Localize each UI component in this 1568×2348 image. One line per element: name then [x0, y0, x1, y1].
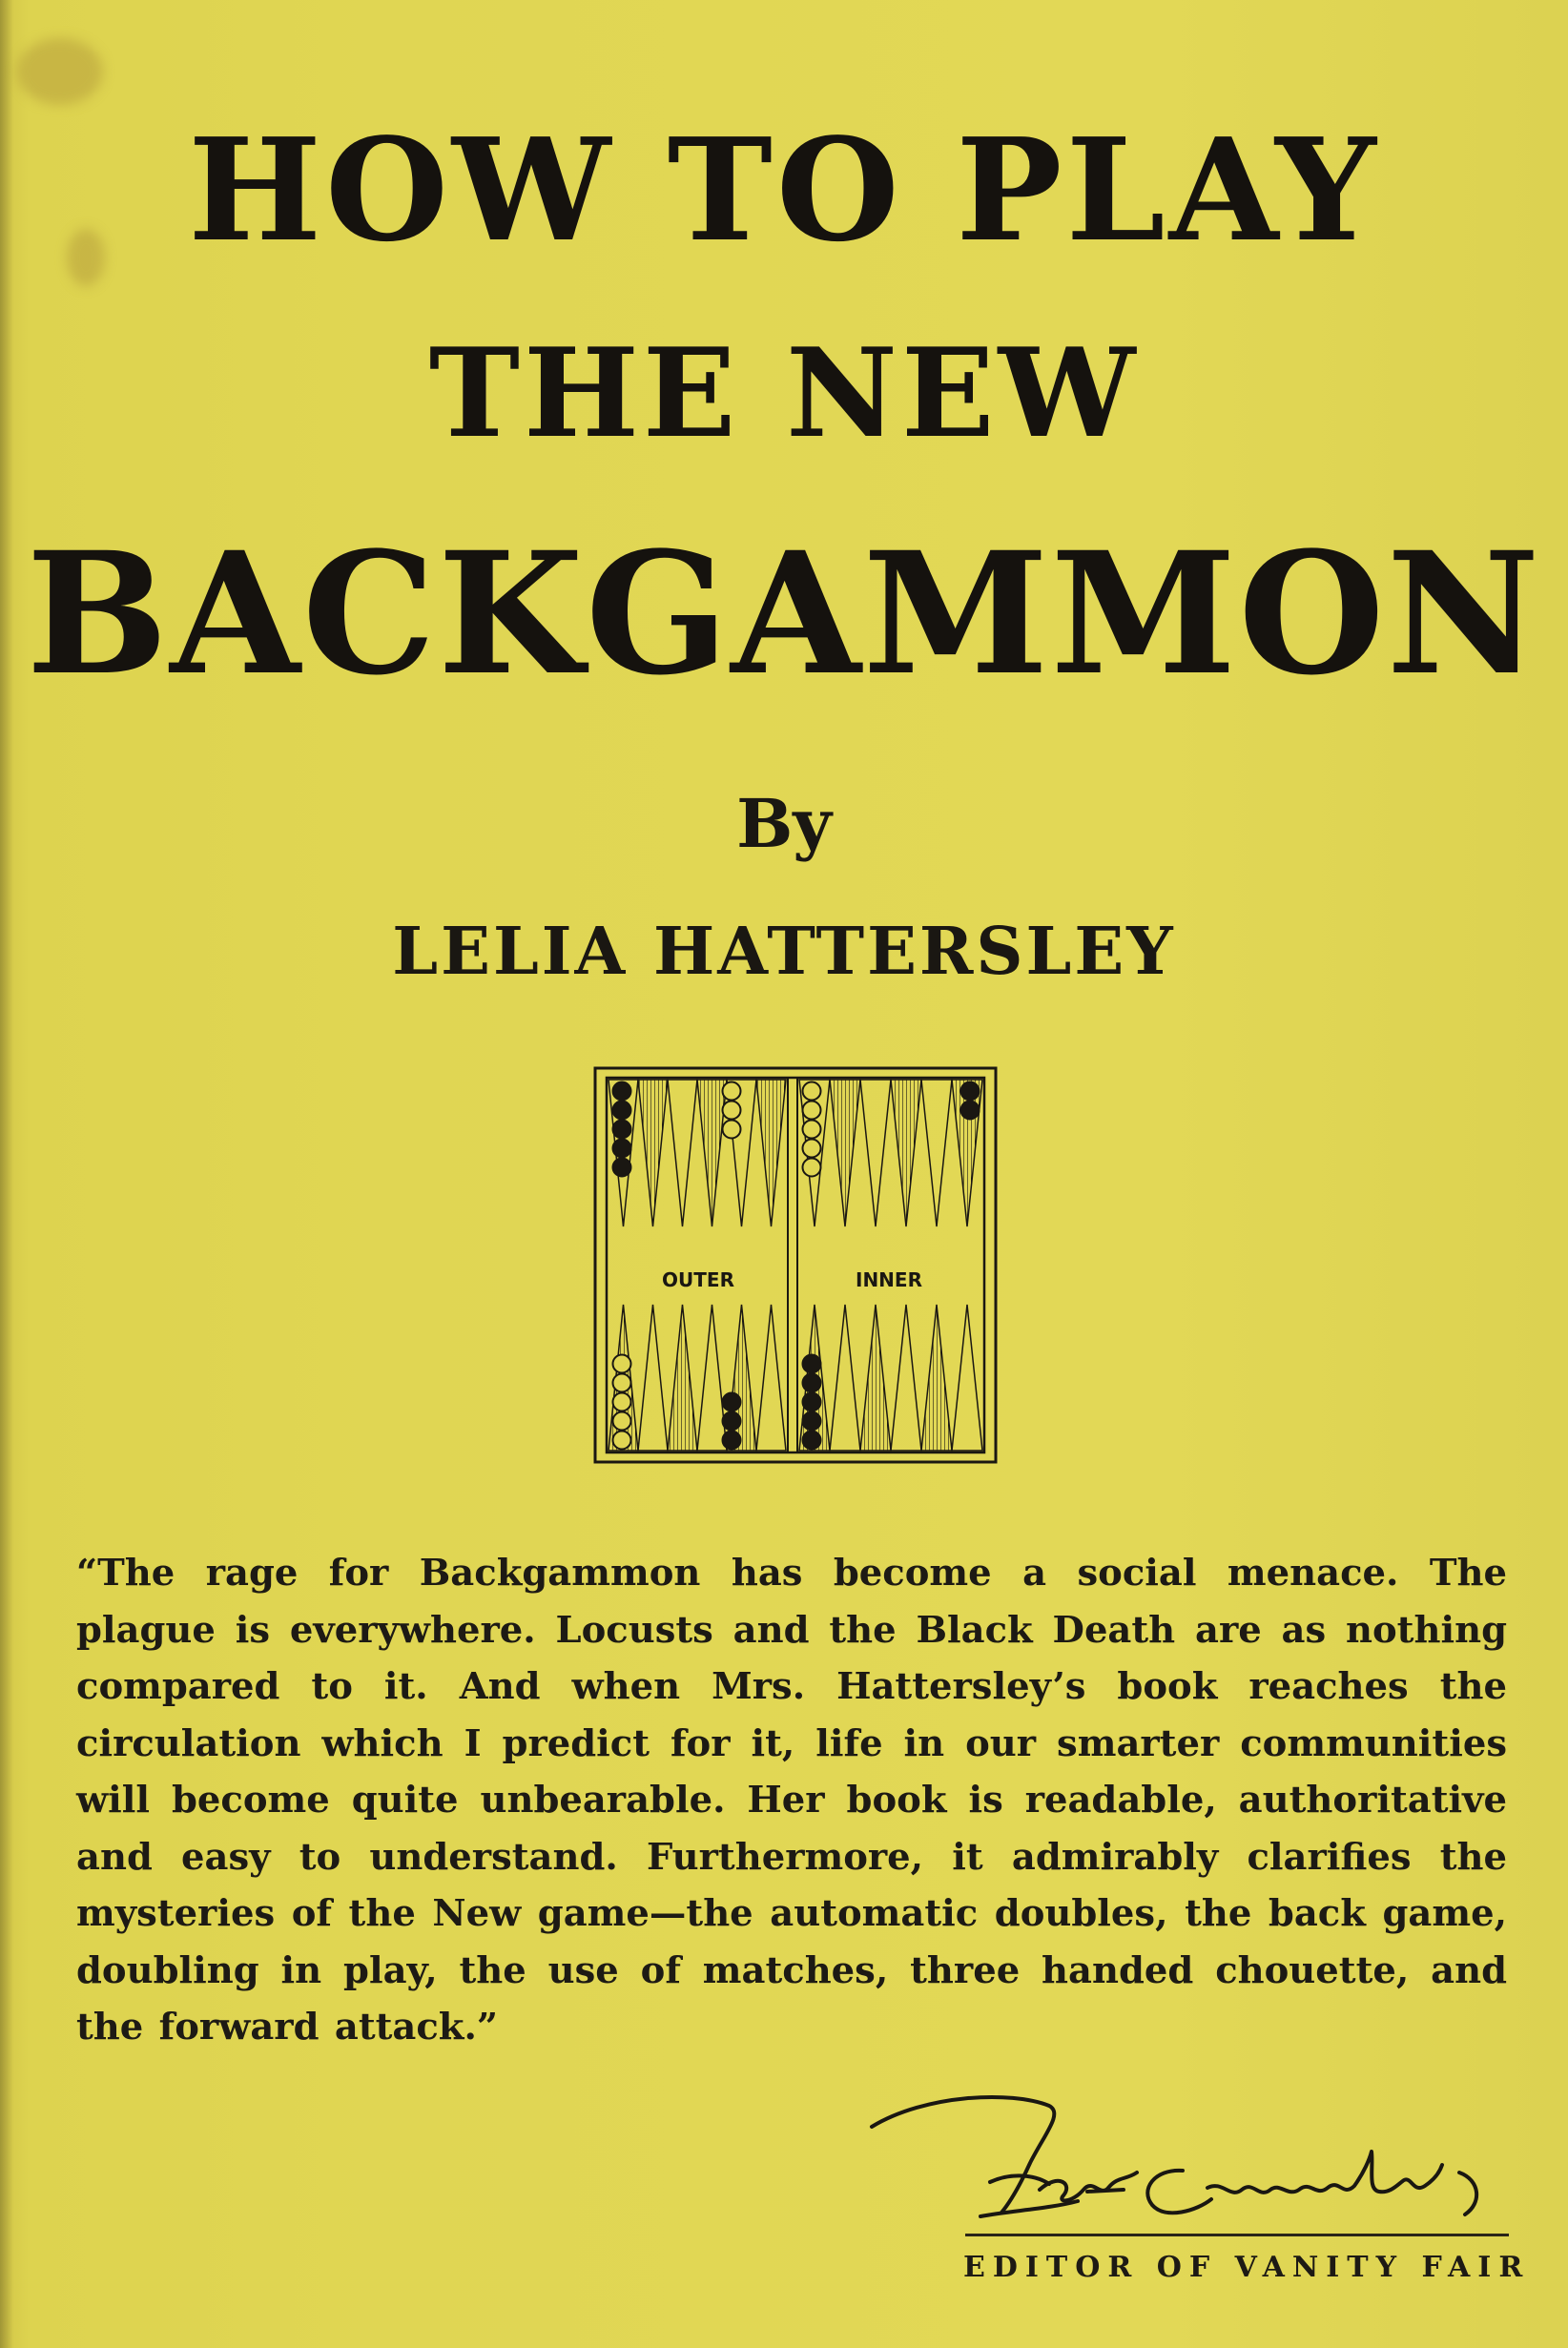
- board-label-inner: INNER: [856, 1268, 922, 1291]
- checker-light: [613, 1355, 631, 1373]
- checker-dark: [961, 1102, 980, 1120]
- checker-dark: [803, 1412, 821, 1431]
- checker-light: [803, 1140, 821, 1158]
- editor-credit: EDITOR OF VANITY FAIR: [963, 2251, 1531, 2284]
- checker-light: [803, 1159, 821, 1177]
- checker-dark: [613, 1082, 631, 1101]
- board-point-top: [830, 1080, 860, 1226]
- title-line-2: THE NEW: [428, 322, 1140, 465]
- title-line-1: HOW TO PLAY: [188, 107, 1380, 273]
- checker-light: [613, 1412, 631, 1431]
- board-point-bottom: [860, 1305, 891, 1451]
- checker-dark: [613, 1159, 631, 1177]
- author-name: LELIA HATTERSLEY: [392, 914, 1176, 990]
- board-point-bottom: [668, 1305, 697, 1451]
- board-point-bottom: [891, 1305, 921, 1451]
- board-point-top: [921, 1080, 952, 1226]
- checker-dark: [803, 1431, 821, 1450]
- signature: [868, 2077, 1497, 2230]
- board-point-bottom: [697, 1305, 727, 1451]
- board-point-top: [756, 1080, 786, 1226]
- signature-underline: [965, 2234, 1509, 2236]
- board-point-bottom: [921, 1305, 952, 1451]
- checker-light: [613, 1393, 631, 1411]
- board-point-top: [891, 1080, 921, 1226]
- checker-dark: [613, 1102, 631, 1120]
- checker-light: [723, 1082, 741, 1101]
- checker-dark: [803, 1374, 821, 1392]
- checker-light: [613, 1374, 631, 1392]
- byline-by: By: [736, 784, 832, 863]
- checker-light: [723, 1102, 741, 1120]
- title-line-3: BACKGAMMON: [26, 515, 1542, 712]
- board-point-bottom: [756, 1305, 786, 1451]
- checker-dark: [613, 1140, 631, 1158]
- checker-dark: [613, 1121, 631, 1139]
- board-point-top: [860, 1080, 891, 1226]
- review-quote: “The rage for Backgammon has become a social menace. The plague is everywhere. Locusts and the Black Death are as nothing compared to it. And when Mrs. Hattersley’s book reaches the circulation which I predict for it, life in our smarter communities will become quite unbearable. Her book is readable, authoritative and easy to understand. Furthermore, it admirably clarifies the mysteries of the New game—the automatic doubles, the back game, doubling in play, the use of matches, three handed chouette, and the forward attack.”: [76, 1552, 1507, 2049]
- board-point-top: [697, 1080, 727, 1226]
- checker-dark: [961, 1082, 980, 1101]
- checker-dark: [803, 1393, 821, 1411]
- checker-dark: [723, 1431, 741, 1450]
- board-point-bottom: [952, 1305, 982, 1451]
- checker-light: [613, 1431, 631, 1450]
- checker-light: [803, 1102, 821, 1120]
- checker-dark: [723, 1393, 741, 1411]
- board-label-outer: OUTER: [662, 1268, 734, 1291]
- checker-light: [723, 1121, 741, 1139]
- checker-light: [803, 1121, 821, 1139]
- backgammon-board-illustration: [593, 1066, 998, 1464]
- stain-top-left: [17, 38, 103, 105]
- board-point-top: [638, 1080, 668, 1226]
- board-point-bottom: [638, 1305, 668, 1451]
- board-point-top: [668, 1080, 697, 1226]
- checker-dark: [723, 1412, 741, 1431]
- board-point-bottom: [830, 1305, 860, 1451]
- checker-light: [803, 1082, 821, 1101]
- checker-dark: [803, 1355, 821, 1373]
